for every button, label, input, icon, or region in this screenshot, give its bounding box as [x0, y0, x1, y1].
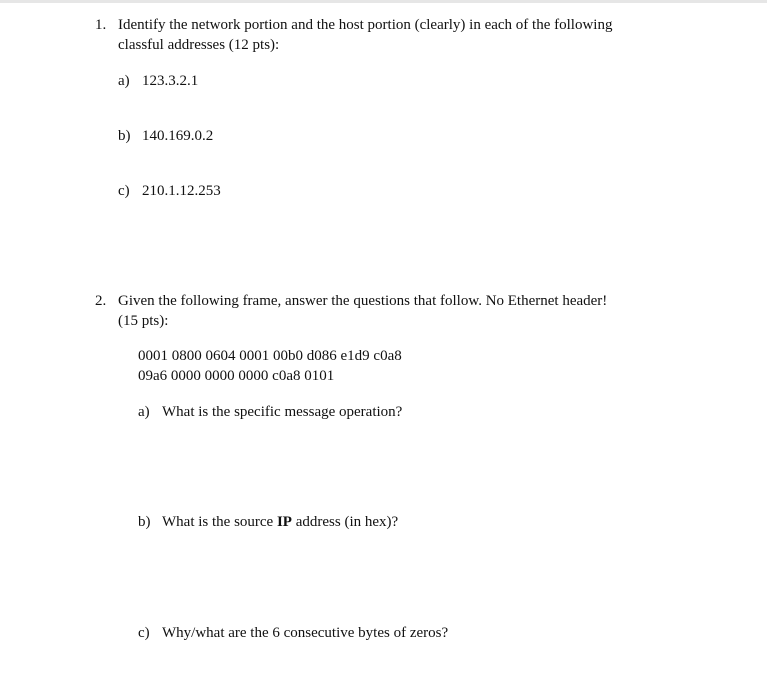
part-question-before: What is the source [162, 514, 277, 530]
part-question-after: address (in hex)? [291, 514, 399, 530]
part-label: c) [138, 625, 150, 641]
question-2-text [118, 291, 607, 331]
question-1-text [118, 15, 612, 55]
part-label: b) [138, 514, 151, 530]
question-1-number: 1. [95, 17, 107, 33]
part-label: c) [118, 183, 130, 199]
question-2-text-line-1: Given the following frame, answer the questions that follow. No Ethernet header! [118, 293, 608, 309]
part-question-bold: IP [276, 514, 292, 530]
address-value: 140.169.0.2 [142, 128, 214, 144]
part-label: a) [138, 404, 150, 420]
part-label: b) [118, 128, 131, 144]
part-question [162, 512, 398, 532]
part-question: Why/what are the 6 consecutive bytes of zeros? [162, 625, 449, 641]
question-1-text-line-1: Identify the network portion and the host portion (clearly) in each of the following [118, 17, 613, 33]
part-question: What is the specific message operation? [162, 404, 403, 420]
question-2-number: 2. [95, 293, 107, 309]
address-value: 123.3.2.1 [142, 73, 199, 89]
part-label: a) [118, 73, 130, 89]
hex-frame [138, 346, 402, 386]
address-value: 210.1.12.253 [142, 183, 221, 199]
hex-frame-line-1: 0001 0800 0604 0001 00b0 d086 e1d9 c0a8 [138, 348, 402, 364]
page-top-rule [0, 0, 767, 3]
hex-frame-line-2: 09a6 0000 0000 0000 c0a8 0101 [138, 368, 335, 384]
question-1-text-line-2: classful addresses (12 pts): [118, 37, 280, 53]
question-2-text-line-2: (15 pts): [118, 313, 169, 329]
